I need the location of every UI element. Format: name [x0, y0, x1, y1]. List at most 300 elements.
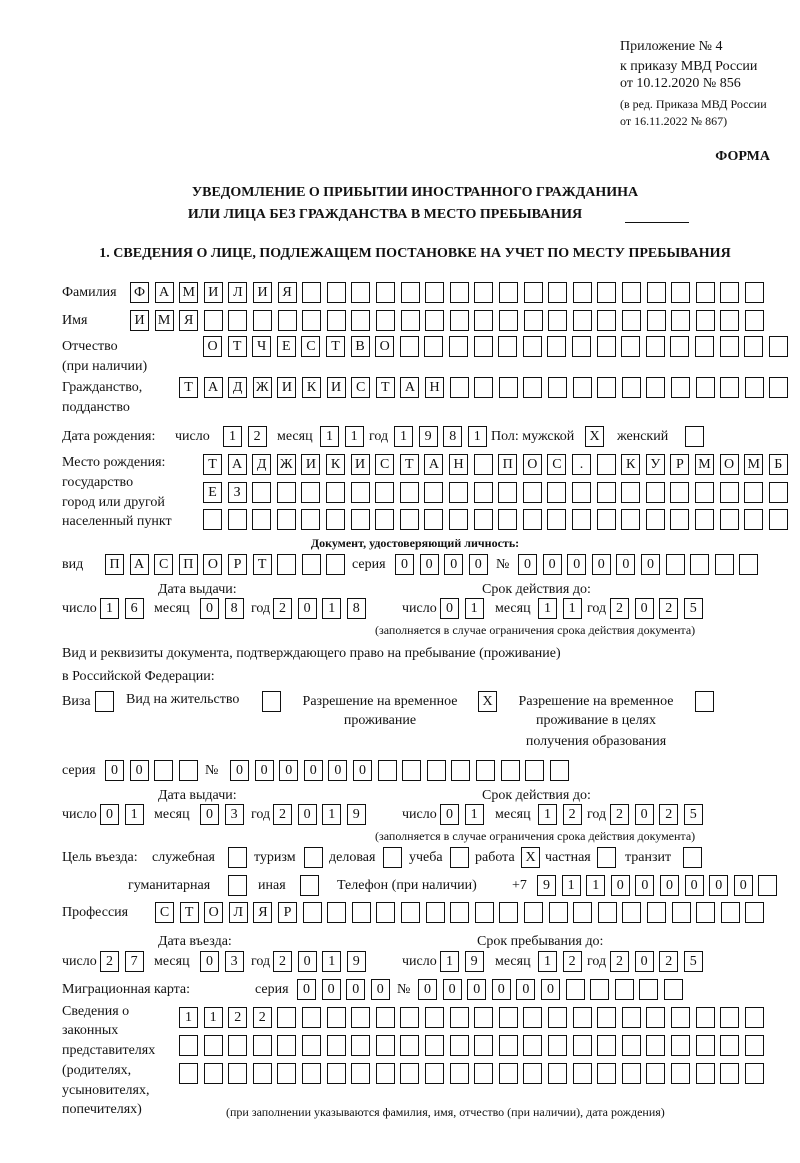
char-cell[interactable]: В: [351, 336, 370, 357]
char-cell[interactable]: 9: [465, 951, 484, 972]
char-cell[interactable]: 1: [345, 426, 364, 447]
char-cell[interactable]: 1: [394, 426, 413, 447]
char-cell[interactable]: [499, 1035, 518, 1056]
char-cell[interactable]: Я: [179, 310, 198, 331]
char-cell[interactable]: [425, 310, 444, 331]
char-cell[interactable]: М: [155, 310, 174, 331]
char-cell[interactable]: 0: [518, 554, 537, 575]
char-cell[interactable]: [204, 1035, 223, 1056]
char-cell[interactable]: [695, 336, 714, 357]
char-cell[interactable]: 2: [610, 951, 629, 972]
char-cell[interactable]: С: [301, 336, 320, 357]
char-cell[interactable]: [523, 336, 542, 357]
char-cell[interactable]: Ф: [130, 282, 149, 303]
char-cell[interactable]: Я: [253, 902, 272, 923]
char-cell[interactable]: 1: [322, 598, 341, 619]
char-cell[interactable]: [720, 1007, 739, 1028]
checkbox-cell[interactable]: X: [478, 691, 497, 712]
char-cell[interactable]: [302, 310, 321, 331]
char-cell[interactable]: [622, 282, 641, 303]
char-cell[interactable]: [252, 482, 271, 503]
char-cell[interactable]: [621, 482, 640, 503]
char-cell[interactable]: [400, 336, 419, 357]
char-cell[interactable]: А: [228, 454, 247, 475]
char-cell[interactable]: [228, 1063, 247, 1084]
char-cell[interactable]: [696, 310, 715, 331]
char-cell[interactable]: [646, 1063, 665, 1084]
char-cell[interactable]: [671, 282, 690, 303]
char-cell[interactable]: [278, 310, 297, 331]
char-cell[interactable]: [523, 1007, 542, 1028]
char-cell[interactable]: [597, 1007, 616, 1028]
char-cell[interactable]: [302, 282, 321, 303]
char-cell[interactable]: 0: [734, 875, 753, 896]
char-cell[interactable]: [670, 482, 689, 503]
char-cell[interactable]: [572, 509, 591, 530]
char-cell[interactable]: У: [646, 454, 665, 475]
char-cell[interactable]: [720, 1035, 739, 1056]
char-cell[interactable]: [302, 1035, 321, 1056]
char-cell[interactable]: [326, 482, 345, 503]
char-cell[interactable]: 5: [684, 598, 703, 619]
char-cell[interactable]: 0: [443, 979, 462, 1000]
char-cell[interactable]: [401, 902, 420, 923]
char-cell[interactable]: Т: [179, 377, 198, 398]
char-cell[interactable]: [400, 509, 419, 530]
char-cell[interactable]: А: [204, 377, 223, 398]
char-cell[interactable]: И: [253, 282, 272, 303]
char-cell[interactable]: [739, 554, 758, 575]
char-cell[interactable]: [524, 902, 543, 923]
char-cell[interactable]: 0: [616, 554, 635, 575]
char-cell[interactable]: [326, 554, 345, 575]
char-cell[interactable]: [573, 310, 592, 331]
char-cell[interactable]: Я: [278, 282, 297, 303]
char-cell[interactable]: [376, 310, 395, 331]
char-cell[interactable]: [450, 310, 469, 331]
char-cell[interactable]: [351, 282, 370, 303]
char-cell[interactable]: [450, 1063, 469, 1084]
char-cell[interactable]: [690, 554, 709, 575]
char-cell[interactable]: [547, 482, 566, 503]
checkbox-cell[interactable]: [450, 847, 469, 868]
char-cell[interactable]: А: [400, 377, 419, 398]
char-cell[interactable]: 0: [279, 760, 298, 781]
char-cell[interactable]: 2: [563, 951, 582, 972]
char-cell[interactable]: [646, 1007, 665, 1028]
char-cell[interactable]: О: [203, 554, 222, 575]
char-cell[interactable]: [449, 336, 468, 357]
char-cell[interactable]: [179, 760, 198, 781]
char-cell[interactable]: 0: [298, 598, 317, 619]
char-cell[interactable]: [622, 1063, 641, 1084]
char-cell[interactable]: [523, 482, 542, 503]
char-cell[interactable]: [475, 902, 494, 923]
char-cell[interactable]: П: [105, 554, 124, 575]
char-cell[interactable]: Т: [228, 336, 247, 357]
char-cell[interactable]: [474, 1063, 493, 1084]
char-cell[interactable]: [597, 1035, 616, 1056]
char-cell[interactable]: [566, 979, 585, 1000]
char-cell[interactable]: [351, 310, 370, 331]
char-cell[interactable]: [327, 902, 346, 923]
char-cell[interactable]: [523, 377, 542, 398]
char-cell[interactable]: [277, 482, 296, 503]
char-cell[interactable]: [402, 760, 421, 781]
char-cell[interactable]: 0: [440, 804, 459, 825]
char-cell[interactable]: 2: [248, 426, 267, 447]
char-cell[interactable]: 1: [538, 598, 557, 619]
char-cell[interactable]: 0: [420, 554, 439, 575]
char-cell[interactable]: [597, 1063, 616, 1084]
char-cell[interactable]: 0: [304, 760, 323, 781]
char-cell[interactable]: [573, 902, 592, 923]
char-cell[interactable]: [572, 336, 591, 357]
char-cell[interactable]: 0: [371, 979, 390, 1000]
char-cell[interactable]: [550, 760, 569, 781]
char-cell[interactable]: [646, 482, 665, 503]
char-cell[interactable]: Р: [670, 454, 689, 475]
char-cell[interactable]: [696, 1007, 715, 1028]
char-cell[interactable]: О: [204, 902, 223, 923]
char-cell[interactable]: [400, 1035, 419, 1056]
char-cell[interactable]: [523, 1035, 542, 1056]
char-cell[interactable]: [639, 979, 658, 1000]
char-cell[interactable]: 0: [444, 554, 463, 575]
char-cell[interactable]: [501, 760, 520, 781]
char-cell[interactable]: [745, 310, 764, 331]
char-cell[interactable]: [548, 377, 567, 398]
char-cell[interactable]: [720, 377, 739, 398]
char-cell[interactable]: 0: [395, 554, 414, 575]
char-cell[interactable]: О: [375, 336, 394, 357]
char-cell[interactable]: 0: [200, 804, 219, 825]
char-cell[interactable]: 1: [465, 598, 484, 619]
char-cell[interactable]: [524, 282, 543, 303]
char-cell[interactable]: [424, 482, 443, 503]
char-cell[interactable]: 0: [709, 875, 728, 896]
char-cell[interactable]: 9: [347, 804, 366, 825]
char-cell[interactable]: Д: [228, 377, 247, 398]
char-cell[interactable]: [401, 310, 420, 331]
char-cell[interactable]: [302, 1063, 321, 1084]
char-cell[interactable]: [474, 509, 493, 530]
char-cell[interactable]: [351, 509, 370, 530]
char-cell[interactable]: [646, 377, 665, 398]
char-cell[interactable]: 2: [610, 804, 629, 825]
char-cell[interactable]: [696, 1035, 715, 1056]
char-cell[interactable]: [474, 310, 493, 331]
char-cell[interactable]: [597, 377, 616, 398]
char-cell[interactable]: И: [327, 377, 346, 398]
char-cell[interactable]: [450, 377, 469, 398]
char-cell[interactable]: 1: [322, 804, 341, 825]
char-cell[interactable]: [474, 454, 493, 475]
char-cell[interactable]: [769, 509, 788, 530]
char-cell[interactable]: Л: [229, 902, 248, 923]
char-cell[interactable]: [647, 282, 666, 303]
char-cell[interactable]: [277, 509, 296, 530]
char-cell[interactable]: К: [326, 454, 345, 475]
char-cell[interactable]: Ж: [253, 377, 272, 398]
char-cell[interactable]: [449, 509, 468, 530]
char-cell[interactable]: Т: [203, 454, 222, 475]
char-cell[interactable]: [745, 902, 764, 923]
char-cell[interactable]: [573, 377, 592, 398]
char-cell[interactable]: [744, 336, 763, 357]
char-cell[interactable]: К: [302, 377, 321, 398]
char-cell[interactable]: [572, 482, 591, 503]
char-cell[interactable]: 2: [273, 951, 292, 972]
char-cell[interactable]: 1: [125, 804, 144, 825]
char-cell[interactable]: [647, 310, 666, 331]
char-cell[interactable]: 0: [635, 875, 654, 896]
char-cell[interactable]: [499, 310, 518, 331]
char-cell[interactable]: [277, 1063, 296, 1084]
char-cell[interactable]: 0: [297, 979, 316, 1000]
char-cell[interactable]: [228, 310, 247, 331]
char-cell[interactable]: 0: [328, 760, 347, 781]
char-cell[interactable]: [499, 1063, 518, 1084]
char-cell[interactable]: [744, 509, 763, 530]
char-cell[interactable]: [744, 482, 763, 503]
char-cell[interactable]: [647, 902, 666, 923]
char-cell[interactable]: [548, 1035, 567, 1056]
char-cell[interactable]: [622, 377, 641, 398]
char-cell[interactable]: [375, 482, 394, 503]
char-cell[interactable]: 1: [223, 426, 242, 447]
char-cell[interactable]: [376, 1063, 395, 1084]
char-cell[interactable]: [622, 1007, 641, 1028]
char-cell[interactable]: [696, 282, 715, 303]
checkbox-cell[interactable]: X: [521, 847, 540, 868]
char-cell[interactable]: 6: [125, 598, 144, 619]
char-cell[interactable]: [252, 509, 271, 530]
char-cell[interactable]: [573, 1035, 592, 1056]
char-cell[interactable]: [303, 902, 322, 923]
char-cell[interactable]: 2: [228, 1007, 247, 1028]
char-cell[interactable]: [621, 509, 640, 530]
char-cell[interactable]: 0: [230, 760, 249, 781]
char-cell[interactable]: [666, 554, 685, 575]
char-cell[interactable]: [548, 310, 567, 331]
char-cell[interactable]: [228, 1035, 247, 1056]
char-cell[interactable]: [597, 282, 616, 303]
char-cell[interactable]: 7: [125, 951, 144, 972]
char-cell[interactable]: [450, 1035, 469, 1056]
char-cell[interactable]: [400, 1063, 419, 1084]
char-cell[interactable]: П: [179, 554, 198, 575]
char-cell[interactable]: [277, 554, 296, 575]
char-cell[interactable]: [424, 336, 443, 357]
checkbox-cell[interactable]: [300, 875, 319, 896]
char-cell[interactable]: [621, 336, 640, 357]
char-cell[interactable]: 0: [592, 554, 611, 575]
char-cell[interactable]: [672, 902, 691, 923]
char-cell[interactable]: М: [179, 282, 198, 303]
char-cell[interactable]: [720, 1063, 739, 1084]
char-cell[interactable]: Т: [253, 554, 272, 575]
char-cell[interactable]: 0: [516, 979, 535, 1000]
char-cell[interactable]: И: [130, 310, 149, 331]
char-cell[interactable]: [769, 482, 788, 503]
char-cell[interactable]: [524, 310, 543, 331]
char-cell[interactable]: [400, 1007, 419, 1028]
char-cell[interactable]: 8: [347, 598, 366, 619]
char-cell[interactable]: Е: [203, 482, 222, 503]
char-cell[interactable]: Н: [425, 377, 444, 398]
char-cell[interactable]: [327, 1007, 346, 1028]
char-cell[interactable]: 1: [204, 1007, 223, 1028]
char-cell[interactable]: 1: [562, 875, 581, 896]
checkbox-cell[interactable]: [383, 847, 402, 868]
char-cell[interactable]: [525, 760, 544, 781]
char-cell[interactable]: [548, 282, 567, 303]
char-cell[interactable]: [327, 310, 346, 331]
checkbox-cell[interactable]: [95, 691, 114, 712]
char-cell[interactable]: [351, 1035, 370, 1056]
char-cell[interactable]: [622, 1035, 641, 1056]
char-cell[interactable]: [203, 509, 222, 530]
char-cell[interactable]: 0: [298, 951, 317, 972]
char-cell[interactable]: [179, 1063, 198, 1084]
char-cell[interactable]: [179, 1035, 198, 1056]
char-cell[interactable]: [302, 1007, 321, 1028]
char-cell[interactable]: [597, 310, 616, 331]
char-cell[interactable]: [695, 482, 714, 503]
char-cell[interactable]: 0: [130, 760, 149, 781]
char-cell[interactable]: 0: [200, 951, 219, 972]
char-cell[interactable]: 0: [322, 979, 341, 1000]
char-cell[interactable]: 1: [179, 1007, 198, 1028]
char-cell[interactable]: [715, 554, 734, 575]
char-cell[interactable]: С: [351, 377, 370, 398]
char-cell[interactable]: [646, 509, 665, 530]
char-cell[interactable]: [548, 1007, 567, 1028]
char-cell[interactable]: 0: [541, 979, 560, 1000]
char-cell[interactable]: М: [695, 454, 714, 475]
char-cell[interactable]: [253, 1063, 272, 1084]
char-cell[interactable]: 0: [467, 979, 486, 1000]
char-cell[interactable]: [498, 509, 517, 530]
char-cell[interactable]: [720, 282, 739, 303]
char-cell[interactable]: А: [130, 554, 149, 575]
char-cell[interactable]: [474, 1035, 493, 1056]
char-cell[interactable]: [523, 1063, 542, 1084]
char-cell[interactable]: 1: [538, 951, 557, 972]
checkbox-cell[interactable]: X: [585, 426, 604, 447]
char-cell[interactable]: 2: [273, 804, 292, 825]
char-cell[interactable]: [696, 377, 715, 398]
char-cell[interactable]: А: [155, 282, 174, 303]
char-cell[interactable]: 0: [418, 979, 437, 1000]
char-cell[interactable]: [424, 509, 443, 530]
char-cell[interactable]: 0: [635, 598, 654, 619]
char-cell[interactable]: [670, 509, 689, 530]
char-cell[interactable]: [745, 1007, 764, 1028]
char-cell[interactable]: [351, 1007, 370, 1028]
char-cell[interactable]: 9: [347, 951, 366, 972]
checkbox-cell[interactable]: [304, 847, 323, 868]
char-cell[interactable]: [597, 482, 616, 503]
char-cell[interactable]: Л: [228, 282, 247, 303]
char-cell[interactable]: [671, 1007, 690, 1028]
char-cell[interactable]: 9: [419, 426, 438, 447]
char-cell[interactable]: [351, 1063, 370, 1084]
char-cell[interactable]: [499, 377, 518, 398]
char-cell[interactable]: 2: [273, 598, 292, 619]
char-cell[interactable]: [352, 902, 371, 923]
checkbox-cell[interactable]: [228, 875, 247, 896]
char-cell[interactable]: [474, 282, 493, 303]
char-cell[interactable]: 8: [225, 598, 244, 619]
char-cell[interactable]: 3: [225, 951, 244, 972]
char-cell[interactable]: И: [351, 454, 370, 475]
char-cell[interactable]: [720, 509, 739, 530]
char-cell[interactable]: [376, 1035, 395, 1056]
char-cell[interactable]: [523, 509, 542, 530]
char-cell[interactable]: С: [547, 454, 566, 475]
char-cell[interactable]: [449, 482, 468, 503]
char-cell[interactable]: [326, 509, 345, 530]
char-cell[interactable]: [769, 377, 788, 398]
char-cell[interactable]: [597, 454, 616, 475]
char-cell[interactable]: [720, 336, 739, 357]
char-cell[interactable]: 1: [322, 951, 341, 972]
char-cell[interactable]: [474, 377, 493, 398]
checkbox-cell[interactable]: [683, 847, 702, 868]
char-cell[interactable]: [253, 1035, 272, 1056]
checkbox-cell[interactable]: [228, 847, 247, 868]
char-cell[interactable]: О: [203, 336, 222, 357]
char-cell[interactable]: [671, 377, 690, 398]
char-cell[interactable]: Т: [400, 454, 419, 475]
char-cell[interactable]: 0: [635, 804, 654, 825]
char-cell[interactable]: Р: [278, 902, 297, 923]
char-cell[interactable]: 2: [659, 598, 678, 619]
char-cell[interactable]: [476, 760, 495, 781]
char-cell[interactable]: 0: [635, 951, 654, 972]
char-cell[interactable]: 2: [253, 1007, 272, 1028]
char-cell[interactable]: [375, 509, 394, 530]
char-cell[interactable]: [671, 1063, 690, 1084]
char-cell[interactable]: [745, 377, 764, 398]
char-cell[interactable]: З: [228, 482, 247, 503]
char-cell[interactable]: С: [375, 454, 394, 475]
char-cell[interactable]: 0: [567, 554, 586, 575]
char-cell[interactable]: [696, 902, 715, 923]
char-cell[interactable]: [401, 282, 420, 303]
char-cell[interactable]: 0: [685, 875, 704, 896]
char-cell[interactable]: [474, 1007, 493, 1028]
char-cell[interactable]: [758, 875, 777, 896]
char-cell[interactable]: Т: [376, 377, 395, 398]
char-cell[interactable]: М: [744, 454, 763, 475]
char-cell[interactable]: Е: [277, 336, 296, 357]
char-cell[interactable]: 1: [100, 598, 119, 619]
char-cell[interactable]: 1: [320, 426, 339, 447]
char-cell[interactable]: [474, 482, 493, 503]
char-cell[interactable]: Ж: [277, 454, 296, 475]
checkbox-cell[interactable]: [695, 691, 714, 712]
char-cell[interactable]: [425, 1007, 444, 1028]
char-cell[interactable]: 0: [346, 979, 365, 1000]
char-cell[interactable]: [745, 1035, 764, 1056]
char-cell[interactable]: Р: [228, 554, 247, 575]
char-cell[interactable]: [301, 509, 320, 530]
checkbox-cell[interactable]: [597, 847, 616, 868]
char-cell[interactable]: Д: [252, 454, 271, 475]
